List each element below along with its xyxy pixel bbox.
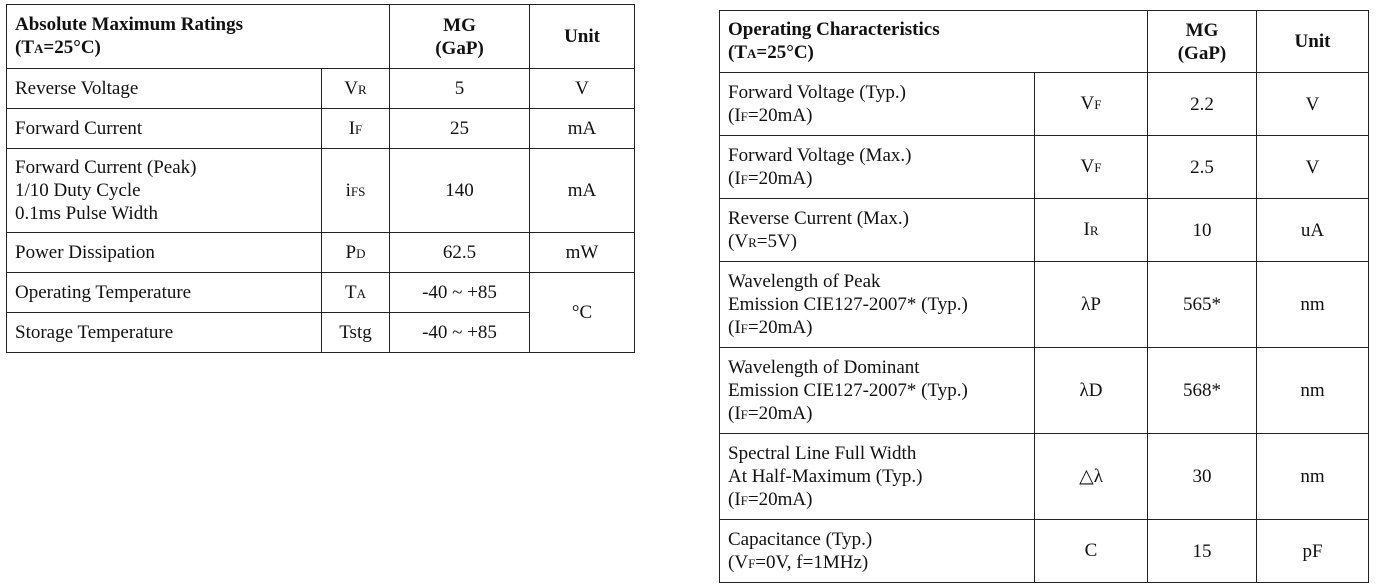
abs-value-cell: -40 ~ +85: [390, 313, 530, 353]
abs-symbol-sub: A: [356, 285, 366, 301]
op-param-line: Spectral Line Full Width: [728, 442, 917, 464]
op-param-line: Capacitance (Typ.): [728, 528, 873, 550]
abs-symbol: T: [345, 281, 357, 303]
op-param-cell: [720, 520, 1035, 583]
op-param-condition: (IF=20mA): [728, 167, 813, 189]
op-unit-cell: V: [1257, 136, 1369, 199]
abs-param-line: 0.1ms Pulse Width: [15, 203, 158, 224]
op-symbol: I: [1083, 219, 1090, 240]
abs-value-cell: -40 ~ +85: [390, 273, 530, 313]
op-title-cell: [720, 11, 1148, 73]
op-param-condition: (VR=5V): [728, 230, 797, 252]
op-param-line: Forward Voltage (Max.): [728, 144, 912, 166]
op-param-cell: [720, 434, 1035, 520]
abs-symbol: Tstg: [339, 321, 372, 343]
op-header-row: [720, 11, 1369, 73]
abs-param-cell: [7, 233, 322, 273]
abs-symbol: V: [344, 77, 359, 99]
op-param-line: Emission CIE127-2007* (Typ.): [728, 379, 968, 401]
op-symbol: V: [1080, 156, 1095, 177]
op-unit-cell: nm: [1257, 262, 1369, 348]
abs-row: [7, 109, 635, 149]
abs-condition: (TA=25°C): [15, 37, 101, 58]
op-symbol-cell: [1035, 520, 1148, 583]
op-param-cell: [720, 348, 1035, 434]
op-symbol-cell: [1035, 434, 1148, 520]
abs-header-row: [7, 5, 635, 69]
op-symbol: λP: [1081, 293, 1101, 315]
op-param-cell: [720, 199, 1035, 262]
op-unit-cell: pF: [1257, 520, 1369, 583]
abs-symbol-cell: [322, 233, 390, 273]
abs-symbol-sub: FS: [350, 183, 366, 199]
op-row: [720, 434, 1369, 520]
op-unit-cell: nm: [1257, 434, 1369, 520]
abs-param-cell: [7, 273, 322, 313]
abs-param-cell: [7, 313, 322, 353]
op-param-cell: [720, 136, 1035, 199]
abs-unit-cell: mA: [530, 149, 635, 233]
op-symbol: V: [1080, 93, 1095, 114]
absolute-max-ratings-table: [6, 4, 635, 353]
op-symbol-cell: [1035, 199, 1148, 262]
op-param-condition: (IF=20mA): [728, 104, 813, 126]
op-row: [720, 520, 1369, 583]
abs-unit-cell: °C: [530, 273, 635, 353]
op-col-mg: MG (GaP): [1148, 11, 1257, 73]
op-param-condition: (VF=0V, f=1MHz): [728, 551, 869, 573]
op-param-line: Emission CIE127-2007* (Typ.): [728, 293, 968, 315]
op-value-cell: 15: [1148, 520, 1257, 583]
op-param-line: Wavelength of Peak: [728, 270, 881, 292]
abs-param-line: Reverse Voltage: [15, 78, 139, 99]
abs-row: [7, 69, 635, 109]
op-symbol-sub: F: [1094, 160, 1102, 175]
op-symbol-sub: R: [1089, 223, 1099, 238]
op-value-cell: 30: [1148, 434, 1257, 520]
abs-title-cell: [7, 5, 390, 69]
abs-row: [7, 149, 635, 233]
op-param-condition: (IF=20mA): [728, 316, 813, 338]
abs-param-line: Storage Temperature: [15, 322, 174, 343]
abs-col-unit: Unit: [530, 5, 635, 69]
op-unit-cell: nm: [1257, 348, 1369, 434]
op-condition: (TA=25°C): [728, 42, 814, 63]
op-col-unit: Unit: [1257, 11, 1369, 73]
abs-symbol-cell: [322, 313, 390, 353]
abs-row: [7, 273, 635, 313]
abs-param-cell: [7, 69, 322, 109]
op-row: [720, 199, 1369, 262]
op-param-cell: [720, 262, 1035, 348]
op-title: Operating Characteristics: [728, 19, 940, 40]
op-value-cell: 568*: [1148, 348, 1257, 434]
abs-param-line: Operating Temperature: [15, 282, 192, 303]
op-param-line: Reverse Current (Max.): [728, 207, 909, 229]
op-row: [720, 73, 1369, 136]
abs-param-cell: [7, 149, 322, 233]
abs-symbol-cell: [322, 149, 390, 233]
abs-symbol-cell: [322, 69, 390, 109]
abs-unit-cell: V: [530, 69, 635, 109]
abs-symbol-cell: [322, 273, 390, 313]
abs-symbol-sub: R: [358, 81, 367, 97]
abs-symbol: P: [345, 241, 357, 263]
abs-param-line: 1/10 Duty Cycle: [15, 180, 141, 201]
op-param-line: At Half-Maximum (Typ.): [728, 465, 923, 487]
abs-symbol: i: [345, 179, 351, 201]
op-row: [720, 348, 1369, 434]
abs-unit-cell: mA: [530, 109, 635, 149]
abs-symbol: I: [348, 117, 356, 139]
abs-title: Absolute Maximum Ratings: [15, 14, 244, 35]
abs-row: [7, 233, 635, 273]
op-value-cell: 565*: [1148, 262, 1257, 348]
op-row: [720, 262, 1369, 348]
op-symbol-sub: F: [1094, 97, 1102, 112]
op-symbol-cell: [1035, 73, 1148, 136]
abs-value-cell: 140: [390, 149, 530, 233]
op-param-line: Forward Voltage (Typ.): [728, 81, 906, 103]
op-value-cell: 2.5: [1148, 136, 1257, 199]
op-param-condition: (IF=20mA): [728, 488, 813, 510]
abs-unit-cell: mW: [530, 233, 635, 273]
op-symbol: △λ: [1079, 465, 1103, 487]
operating-characteristics-table: [719, 10, 1369, 583]
op-unit-cell: V: [1257, 73, 1369, 136]
op-row: [720, 136, 1369, 199]
op-symbol: C: [1084, 540, 1098, 561]
abs-param-cell: [7, 109, 322, 149]
abs-value-cell: 25: [390, 109, 530, 149]
abs-value-cell: 5: [390, 69, 530, 109]
op-symbol: λD: [1079, 379, 1103, 401]
op-param-line: Wavelength of Dominant: [728, 356, 920, 378]
abs-col-mg: MG (GaP): [390, 5, 530, 69]
op-symbol-cell: [1035, 262, 1148, 348]
op-symbol-cell: [1035, 348, 1148, 434]
abs-value-cell: 62.5: [390, 233, 530, 273]
op-symbol-cell: [1035, 136, 1148, 199]
abs-symbol-cell: [322, 109, 390, 149]
abs-param-line: Forward Current: [15, 118, 143, 139]
abs-symbol-sub: F: [355, 121, 363, 137]
op-param-cell: [720, 73, 1035, 136]
abs-param-line: Forward Current (Peak): [15, 157, 197, 178]
abs-param-line: Power Dissipation: [15, 242, 155, 263]
op-param-condition: (IF=20mA): [728, 402, 813, 424]
op-value-cell: 10: [1148, 199, 1257, 262]
op-unit-cell: uA: [1257, 199, 1369, 262]
op-value-cell: 2.2: [1148, 73, 1257, 136]
abs-symbol-sub: D: [356, 245, 366, 261]
